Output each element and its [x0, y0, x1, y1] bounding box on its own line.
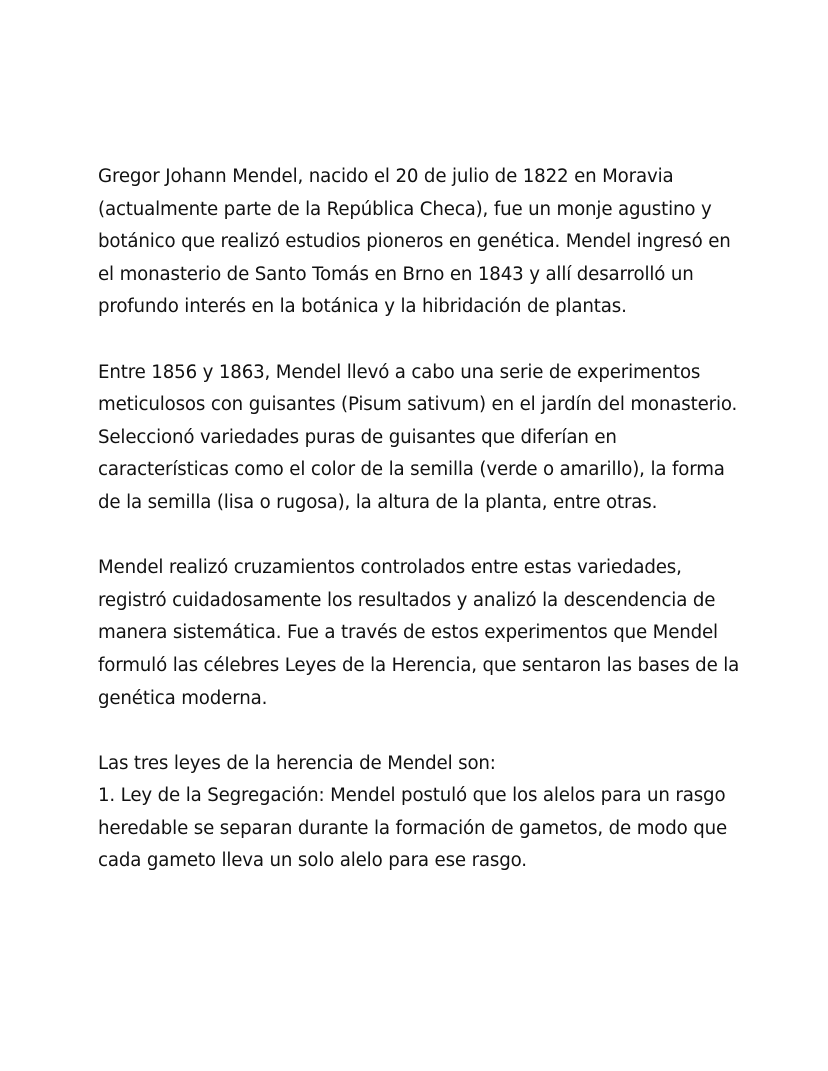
law-segregation: 1. Ley de la Segregación: Mendel postuló que los alelos para un rasgo heredable se separan durante la formación de gametos, de modo que cada gameto lleva un solo alelo para ese rasgo. [98, 785, 728, 872]
paragraph-crossbreeding: Mendel realizó cruzamientos controlados entre estas variedades, registró cuidadosamente los resultados y analizó la descendencia de manera sistemática. Fue a través de estos experimentos que Mendel formuló las célebres Leyes de la Herencia, que sentaron las bases de la genética moderna. [98, 557, 740, 709]
paragraph-pea-experiments: Entre 1856 y 1863, Mendel llevó a cabo una serie de experimentos meticulosos con guisantes (Pisum sativum) en el jardín del monasterio. Seleccionó variedades puras de guisantes que diferían en características como el color de la semilla (verde o amarillo), la forma de la semilla (lisa o rugosa), la altura de la planta, entre otras. [98, 361, 738, 513]
laws-intro: Las tres leyes de la herencia de Mendel son: [98, 752, 496, 774]
paragraph-mendel-biography: Gregor Johann Mendel, nacido el 20 de julio de 1822 en Moravia (actualmente parte de la República Checa), fue un monje agustino y botánico que realizó estudios pioneros en genética. Mendel ingresó en el monasterio de Santo Tomás en Brno en 1843 y allí desarrolló un profundo interés en la botánica y la hibridación de plantas. [98, 166, 731, 318]
document-body [98, 161, 748, 878]
